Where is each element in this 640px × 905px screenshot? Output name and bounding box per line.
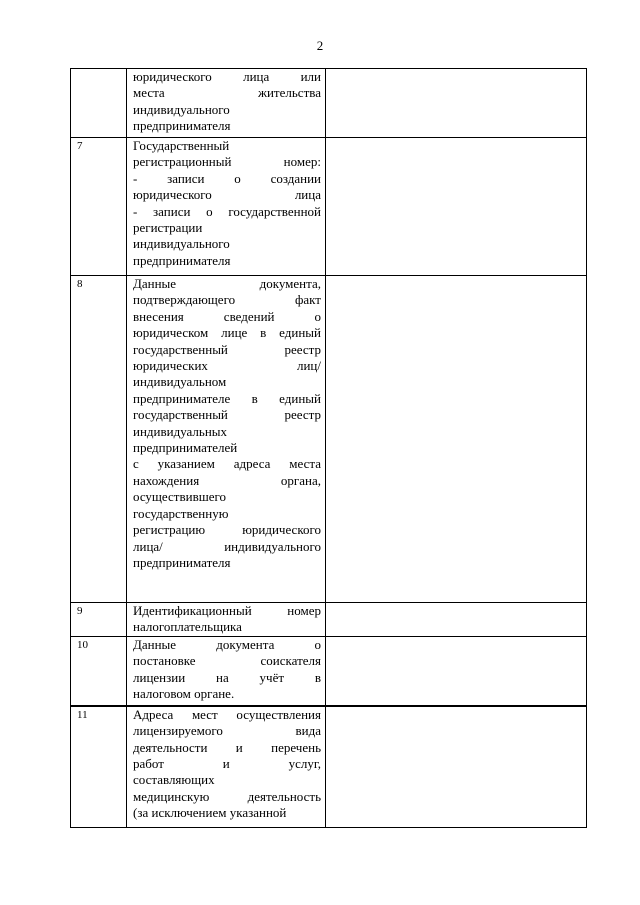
label-line: индивидуальных [133, 423, 228, 439]
label-line: Идентификационный номер [133, 603, 321, 618]
row-label [127, 603, 326, 637]
label-line: государственную [133, 505, 229, 521]
row-label [127, 69, 326, 138]
label-line: государственный реестр [133, 407, 321, 423]
label-line: налоговом органе. [133, 686, 235, 702]
row-number: 10 [71, 636, 127, 706]
row-value-cell[interactable] [326, 276, 587, 603]
label-line: предпринимателя [133, 118, 231, 134]
row-value-cell[interactable] [326, 706, 587, 828]
row-label [127, 636, 326, 706]
label-line: лицензии на учёт в [133, 669, 321, 685]
label-line: нахождения органа, [133, 472, 321, 488]
label-line: лица/ индивидуального [133, 538, 321, 554]
label-line: предпринимателя [133, 554, 231, 570]
label-line: лицензируемого вида [133, 723, 321, 739]
label-line: индивидуального [133, 101, 230, 117]
label-line: индивидуального [133, 236, 230, 252]
label-line: налогоплательщика [133, 619, 242, 635]
label-line: индивидуальном [133, 374, 227, 390]
label-line: места жительства [133, 85, 321, 101]
row-number: 8 [71, 276, 127, 603]
label-line: - записи о государственной [133, 203, 321, 219]
row-number: 11 [71, 706, 127, 828]
label-line: предпринимателей [133, 440, 238, 456]
label-line: предпринимателе в единый [133, 390, 321, 406]
label-line: юридического лица [133, 187, 321, 203]
label-line: юридических лиц/ [133, 358, 321, 374]
label-line: деятельности и перечень [133, 739, 321, 755]
row-value-cell[interactable] [326, 69, 587, 138]
label-line: осуществившего [133, 489, 226, 505]
table-row [71, 636, 587, 706]
row-label [127, 138, 326, 276]
label-line: составляющих [133, 772, 215, 788]
page-number: 2 [316, 38, 324, 53]
table-row [71, 138, 587, 276]
label-line: Данные документа, [133, 276, 321, 291]
table-row [71, 706, 587, 828]
label-line: государственный реестр [133, 341, 321, 357]
row-label [127, 276, 326, 603]
row-value-cell[interactable] [326, 603, 587, 637]
label-line: постановке соискателя [133, 653, 321, 669]
label-line: работ и услуг, [133, 756, 321, 772]
row-label [127, 706, 326, 828]
label-line: подтверждающего факт [133, 292, 321, 308]
label-line: внесения сведений о [133, 308, 321, 324]
table-row [71, 603, 587, 637]
label-line: регистрационный номер: [133, 154, 321, 170]
label-line: Данные документа о [133, 636, 321, 652]
label-line: (за исключением указанной [133, 805, 287, 821]
row-number: 7 [71, 138, 127, 276]
label-line: юридического лица или [133, 69, 321, 84]
label-line: юридическом лице в единый [133, 325, 321, 341]
label-line: - записи о создании [133, 170, 321, 186]
label-line: медицинскую деятельность [133, 788, 321, 804]
row-value-cell[interactable] [326, 636, 587, 706]
row-number: 9 [71, 603, 127, 637]
form-table-body [71, 69, 587, 828]
label-line: Государственный [133, 138, 230, 153]
label-line: Адреса мест осуществления [133, 706, 321, 722]
label-line: с указанием адреса места [133, 456, 321, 472]
label-line: регистрации [133, 220, 203, 236]
table-row [71, 69, 587, 138]
label-line: регистрацию юридического [133, 522, 321, 538]
row-number [71, 69, 127, 138]
label-line: предпринимателя [133, 252, 231, 268]
form-table [70, 68, 587, 828]
row-value-cell[interactable] [326, 138, 587, 276]
table-row [71, 276, 587, 603]
